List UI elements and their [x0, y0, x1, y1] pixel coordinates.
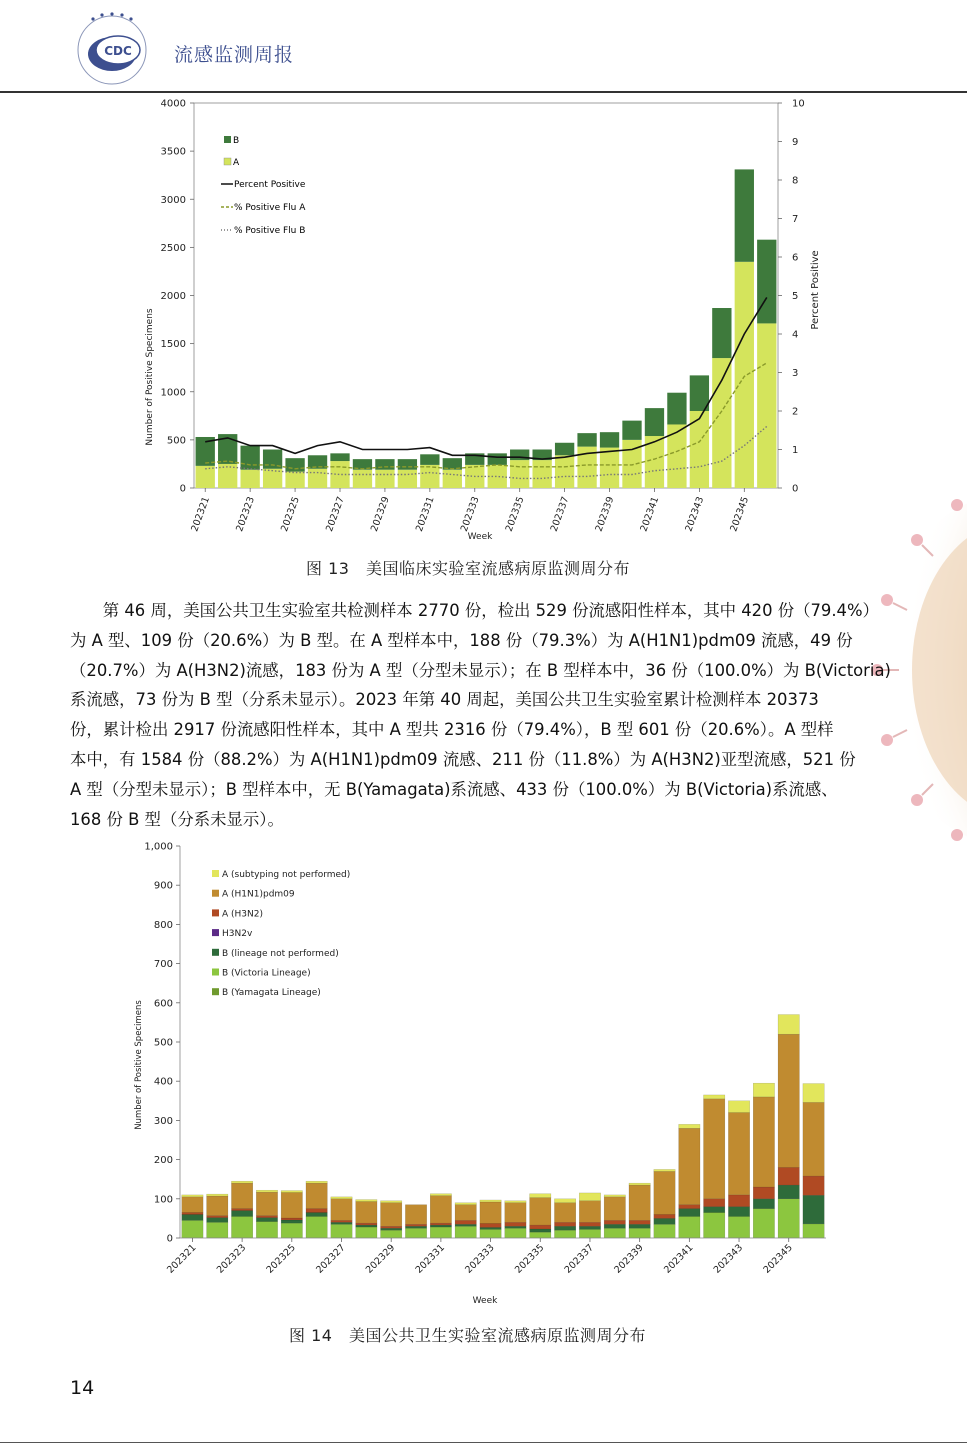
x-tick-label: 202329 — [369, 495, 392, 534]
bar-segment-5-202332 — [455, 1205, 476, 1221]
chart-legend — [212, 870, 350, 998]
x-tick-label: 202323 — [214, 1242, 249, 1276]
bar-segment-1-202324 — [256, 1222, 277, 1238]
bar-segment-1-202346 — [803, 1224, 824, 1238]
bar-segment-5-202337 — [579, 1201, 600, 1223]
legend-label-2: B (lineage not performed) — [222, 948, 339, 959]
x-tick-label: 202335 — [512, 1242, 547, 1276]
legend-swatch-0 — [212, 988, 219, 995]
x-tick-label: 202339 — [593, 495, 617, 534]
bar-segment-6-202344 — [753, 1083, 774, 1097]
x-tick-label: 202323 — [234, 495, 257, 534]
bar-segment-4-202336 — [554, 1222, 575, 1226]
bar-segment-5-202333 — [480, 1202, 501, 1224]
logo-text: CDC — [104, 44, 132, 58]
legend-label-1: B (Victoria Lineage) — [222, 968, 311, 979]
bar-segment-1-202331 — [430, 1227, 451, 1238]
bar-segment-1-202343 — [728, 1216, 749, 1238]
paragraph-line: （20.7%）为 A(H3N2)流感，183 份为 A 型（分型未显示）；在 B 型样本中，36 份（100.0%）为 B(Victoria) — [70, 660, 891, 680]
bar-segment-5-202334 — [505, 1203, 526, 1223]
bar-b-202344 — [712, 308, 731, 358]
legend-label-b: B — [233, 136, 240, 146]
bar-a-202323 — [240, 470, 259, 488]
bar-segment-5-202322 — [207, 1196, 228, 1216]
legend-label-3: H3N2v — [222, 929, 253, 940]
bar-segment-1-202326 — [306, 1216, 327, 1238]
y-axis-label: Number of Positive Specimens — [145, 308, 155, 446]
y-tick-label: 1,000 — [144, 841, 173, 853]
bar-segment-5-202346 — [803, 1102, 824, 1176]
y-tick-label: 1000 — [160, 387, 186, 399]
bar-segment-6-202326 — [306, 1181, 327, 1183]
bar-segment-2-202324 — [256, 1218, 277, 1222]
x-tick-label: 202341 — [638, 495, 662, 534]
bar-segment-5-202343 — [728, 1113, 749, 1195]
x-tick-label: 202331 — [413, 495, 437, 534]
bar-segment-5-202336 — [554, 1203, 575, 1223]
bar-segment-1-202334 — [505, 1228, 526, 1238]
figure13-chart — [0, 95, 967, 545]
bar-segment-2-202328 — [356, 1225, 377, 1227]
bar-segment-1-202339 — [629, 1228, 650, 1238]
bar-segment-1-202332 — [455, 1226, 476, 1238]
y-tick-label: 3000 — [160, 194, 186, 206]
cdc-logo-icon — [66, 6, 158, 88]
bar-a-202344 — [712, 358, 731, 488]
x-tick-label: 202333 — [463, 1242, 497, 1276]
bar-b-202337 — [555, 443, 574, 456]
bar-segment-2-202322 — [207, 1218, 228, 1223]
bar-segment-6-202331 — [430, 1194, 451, 1196]
y-tick-label: 300 — [153, 1115, 173, 1127]
bar-a-202342 — [667, 424, 686, 488]
chart-legend — [221, 136, 306, 236]
legend-label-4: A (H3N2) — [222, 909, 263, 920]
bar-segment-6-202337 — [579, 1193, 600, 1201]
bar-segment-6-202334 — [505, 1201, 526, 1203]
y2-axis-ticks — [778, 99, 805, 495]
bar-a-202327 — [330, 461, 349, 488]
bar-segment-5-202345 — [778, 1034, 799, 1167]
bar-segment-4-202334 — [505, 1222, 526, 1226]
bar-segment-6-202323 — [231, 1181, 252, 1183]
y-tick-label: 0 — [179, 483, 186, 495]
bar-b-202340 — [622, 421, 641, 440]
x-tick-label: 202337 — [548, 495, 572, 534]
y-axis-label: Number of Positive Specimens — [134, 1000, 144, 1130]
bar-segment-6-202332 — [455, 1203, 476, 1205]
bar-segment-2-202342 — [704, 1207, 725, 1213]
bar-a-202330 — [398, 470, 417, 488]
bars-group — [182, 1015, 825, 1238]
x-tick-label: 202329 — [363, 1242, 398, 1276]
x-tick-label: 202341 — [662, 1242, 696, 1276]
bar-segment-5-202327 — [331, 1199, 352, 1221]
legend-label-a: A — [233, 158, 240, 168]
legend-label-flu-b: % Positive Flu B — [234, 226, 306, 236]
bar-segment-2-202333 — [480, 1227, 501, 1229]
bar-segment-6-202346 — [803, 1084, 824, 1103]
bar-b-202334 — [488, 453, 507, 465]
legend-label-percent-positive: Percent Positive — [234, 180, 306, 190]
page-header — [0, 0, 967, 94]
bar-segment-4-202331 — [430, 1223, 451, 1225]
bar-segment-6-202345 — [778, 1015, 799, 1035]
y-tick-label: 2500 — [160, 242, 186, 254]
x-tick-label: 202321 — [189, 495, 213, 534]
bar-segment-5-202339 — [629, 1185, 650, 1220]
bar-segment-1-202328 — [356, 1227, 377, 1238]
bar-segment-1-202322 — [207, 1222, 228, 1238]
bar-segment-1-202323 — [231, 1216, 252, 1238]
x-tick-label: 202333 — [458, 495, 482, 534]
bar-a-202335 — [510, 460, 529, 488]
y2-axis-label: Percent Positive — [810, 250, 821, 330]
bar-a-202345 — [735, 262, 754, 488]
bar-segment-5-202330 — [405, 1205, 426, 1225]
bar-segment-5-202342 — [704, 1099, 725, 1199]
bar-b-202329 — [375, 459, 394, 470]
bar-segment-2-202345 — [778, 1185, 799, 1199]
bar-segment-2-202337 — [579, 1226, 600, 1229]
bar-segment-2-202323 — [231, 1211, 252, 1217]
figure14-chart — [0, 835, 967, 1315]
bar-segment-6-202325 — [281, 1191, 302, 1193]
page-number: 14 — [70, 1377, 95, 1399]
bar-b-202346 — [757, 240, 776, 324]
legend-label-5: A (H1N1)pdm09 — [222, 889, 295, 900]
bar-segment-1-202330 — [405, 1228, 426, 1238]
bar-segment-6-202324 — [256, 1190, 277, 1192]
bar-segment-6-202338 — [604, 1195, 625, 1197]
legend-swatch-4 — [212, 909, 219, 916]
y2-tick-label: 7 — [792, 214, 799, 225]
bar-b-202327 — [330, 453, 349, 461]
bar-a-202326 — [308, 469, 327, 488]
bar-segment-4-202337 — [579, 1222, 600, 1226]
bar-segment-2-202327 — [331, 1222, 352, 1224]
bar-segment-1-202344 — [753, 1209, 774, 1238]
bar-segment-1-202321 — [182, 1220, 203, 1238]
bar-segment-5-202335 — [530, 1198, 551, 1225]
x-tick-label: 202343 — [711, 1242, 746, 1276]
bar-segment-6-202336 — [554, 1199, 575, 1203]
paragraph-line: 为 A 型、109 份（20.6%）为 B 型。在 A 型样本中，188 份（79.3%）为 A(H1N1)pdm09 流感，49 份 — [70, 630, 853, 650]
x-tick-label: 202321 — [165, 1242, 199, 1276]
bar-segment-2-202326 — [306, 1213, 327, 1217]
bar-segment-2-202343 — [728, 1207, 749, 1217]
bar-segment-1-202325 — [281, 1223, 302, 1238]
y2-tick-label: 8 — [792, 175, 799, 187]
bar-segment-4-202340 — [654, 1214, 675, 1218]
legend-label-0: B (Yamagata Lineage) — [222, 988, 321, 999]
bar-a-202339 — [600, 448, 619, 488]
legend-label-6: A (subtyping not performed) — [222, 870, 351, 880]
bar-segment-4-202339 — [629, 1220, 650, 1224]
bar-segment-5-202323 — [231, 1183, 252, 1208]
bar-segment-6-202343 — [728, 1101, 749, 1113]
x-tick-label: 202337 — [562, 1242, 597, 1276]
bar-a-202329 — [375, 470, 394, 488]
bar-segment-4-202330 — [405, 1224, 426, 1226]
bar-segment-2-202334 — [505, 1226, 526, 1228]
bar-segment-4-202329 — [381, 1226, 402, 1228]
paragraph-line: 168 份 B 型（分系未显示）。 — [70, 809, 284, 829]
bar-segment-2-202332 — [455, 1224, 476, 1226]
bar-b-202341 — [645, 408, 664, 436]
bar-segment-6-202327 — [331, 1197, 352, 1199]
bar-segment-2-202335 — [530, 1229, 551, 1232]
footer-divider — [0, 1442, 967, 1443]
bar-a-202346 — [757, 323, 776, 488]
y2-tick-label: 5 — [792, 291, 799, 302]
y2-tick-label: 9 — [792, 137, 799, 148]
bar-segment-4-202333 — [480, 1223, 501, 1227]
bar-segment-6-202333 — [480, 1200, 501, 1202]
bar-segment-4-202322 — [207, 1216, 228, 1218]
x-axis-label: Week — [472, 1296, 498, 1306]
y2-tick-label: 0 — [792, 483, 799, 495]
paragraph-line: 第 46 周，美国公共卫生实验室共检测样本 2770 份，检出 529 份流感阳性样本，其中 420 份（79.4%） — [70, 601, 879, 620]
bar-segment-5-202326 — [306, 1183, 327, 1208]
y-tick-label: 800 — [153, 919, 173, 931]
bar-segment-4-202328 — [356, 1223, 377, 1225]
bar-segment-2-202346 — [803, 1195, 824, 1224]
y2-tick-label: 2 — [792, 406, 799, 418]
bar-segment-1-202340 — [654, 1224, 675, 1238]
bar-segment-4-202324 — [256, 1216, 277, 1218]
x-tick-label: 202331 — [413, 1242, 448, 1276]
y-axis-ticks — [144, 842, 180, 1245]
bar-segment-2-202329 — [381, 1228, 402, 1230]
x-tick-label: 202327 — [324, 495, 347, 534]
legend-swatch-2 — [212, 949, 219, 956]
bar-segment-2-202325 — [281, 1220, 302, 1223]
body-paragraph — [70, 596, 894, 834]
bar-segment-5-202328 — [356, 1202, 377, 1224]
bars-group — [196, 169, 777, 488]
bar-segment-1-202338 — [604, 1228, 625, 1238]
bar-segment-6-202339 — [629, 1183, 650, 1185]
bar-segment-4-202341 — [679, 1205, 700, 1209]
bar-segment-1-202335 — [530, 1232, 551, 1238]
bar-segment-4-202326 — [306, 1209, 327, 1213]
paragraph-line: 份，累计检出 2917 份流感阳性样本，其中 A 型共 2316 份（79.4%），B 型 601 份（20.6%）。A 型样 — [70, 720, 834, 740]
bar-segment-1-202337 — [579, 1229, 600, 1238]
bar-segment-4-202327 — [331, 1220, 352, 1222]
y-tick-label: 1500 — [160, 339, 186, 351]
bar-b-202338 — [577, 433, 596, 446]
y-axis-ticks — [161, 99, 194, 495]
bar-segment-6-202341 — [679, 1124, 700, 1128]
bar-segment-5-202324 — [256, 1192, 277, 1216]
y2-tick-label: 10 — [792, 98, 805, 110]
bar-a-202321 — [196, 466, 215, 488]
x-tick-label: 202339 — [612, 1242, 646, 1276]
paragraph-line: 本中，有 1584 份（88.2%）为 A(H1N1)pdm09 流感、211 份（11.8%）为 A(H3N2)亚型流感，521 份 — [70, 749, 856, 769]
bar-a-202325 — [285, 472, 304, 488]
x-axis-ticks — [189, 488, 751, 533]
bar-segment-1-202342 — [704, 1213, 725, 1238]
bar-segment-1-202336 — [554, 1230, 575, 1238]
legend-swatch-b — [224, 136, 231, 143]
bar-b-202345 — [735, 169, 754, 261]
x-tick-label: 202343 — [683, 495, 707, 534]
bar-segment-6-202328 — [356, 1200, 377, 1202]
x-tick-label: 202335 — [503, 495, 527, 534]
header-divider — [0, 91, 967, 93]
x-tick-label: 202345 — [761, 1242, 795, 1276]
x-tick-label: 202325 — [279, 495, 302, 534]
legend-swatch-3 — [212, 929, 219, 936]
bar-segment-6-202342 — [704, 1095, 725, 1099]
bar-segment-6-202340 — [654, 1169, 675, 1171]
y-tick-label: 400 — [153, 1076, 173, 1088]
bar-segment-4-202338 — [604, 1220, 625, 1224]
legend-swatch-1 — [212, 969, 219, 976]
x-tick-label: 202325 — [264, 1242, 298, 1276]
bar-segment-5-202321 — [182, 1197, 203, 1213]
bar-segment-1-202329 — [381, 1230, 402, 1238]
y-tick-label: 500 — [166, 435, 186, 447]
header-title: 流感监测周报 — [174, 44, 295, 66]
bar-b-202325 — [285, 458, 304, 471]
y-tick-label: 200 — [153, 1155, 173, 1167]
x-axis-ticks — [165, 1238, 795, 1276]
x-axis-label: Week — [467, 532, 493, 542]
bar-b-202323 — [240, 446, 259, 470]
bar-b-202339 — [600, 432, 619, 447]
bar-segment-1-202341 — [679, 1216, 700, 1238]
bar-a-202328 — [353, 470, 372, 488]
bar-a-202332 — [443, 470, 462, 488]
bar-segment-6-202321 — [182, 1195, 203, 1197]
bar-segment-6-202335 — [530, 1194, 551, 1198]
bar-b-202331 — [420, 454, 439, 465]
bar-segment-4-202342 — [704, 1199, 725, 1207]
bar-a-202337 — [555, 455, 574, 488]
bar-segment-4-202332 — [455, 1220, 476, 1224]
y2-tick-label: 1 — [792, 445, 799, 456]
y-tick-label: 100 — [153, 1194, 173, 1206]
bar-segment-2-202336 — [554, 1226, 575, 1230]
bar-segment-5-202325 — [281, 1193, 302, 1218]
y-tick-label: 500 — [153, 1037, 173, 1049]
figure14-caption: 图 14 美国公共卫生实验室流感病原监测周分布 — [289, 1326, 646, 1345]
bar-segment-6-202329 — [381, 1201, 402, 1203]
y2-tick-label: 6 — [792, 252, 799, 264]
bar-segment-2-202339 — [629, 1224, 650, 1228]
bar-segment-1-202327 — [331, 1224, 352, 1238]
y2-tick-label: 3 — [792, 368, 799, 379]
bar-segment-2-202330 — [405, 1226, 426, 1228]
y-tick-label: 900 — [153, 880, 173, 892]
bar-segment-5-202344 — [753, 1097, 774, 1187]
bar-b-202330 — [398, 459, 417, 470]
bar-segment-2-202344 — [753, 1199, 774, 1209]
bar-segment-5-202340 — [654, 1171, 675, 1214]
paragraph-line: A 型（分型未显示）；B 型样本中，无 B(Yamagata)系流感、433 份（100.0%）为 B(Victoria)系流感、 — [70, 779, 838, 799]
y2-tick-label: 4 — [792, 329, 799, 341]
bar-segment-4-202325 — [281, 1218, 302, 1220]
legend-label-flu-a: % Positive Flu A — [234, 203, 306, 213]
bar-segment-2-202340 — [654, 1218, 675, 1224]
bar-segment-5-202329 — [381, 1203, 402, 1227]
bar-a-202336 — [532, 460, 551, 488]
bar-segment-2-202338 — [604, 1224, 625, 1228]
y-tick-label: 700 — [153, 959, 173, 971]
bar-segment-6-202322 — [207, 1194, 228, 1196]
bar-segment-4-202343 — [728, 1195, 749, 1207]
bar-segment-5-202338 — [604, 1197, 625, 1221]
bar-segment-4-202345 — [778, 1167, 799, 1185]
legend-swatch-5 — [212, 890, 219, 897]
bar-segment-4-202321 — [182, 1213, 203, 1215]
bar-segment-5-202341 — [679, 1128, 700, 1204]
bar-a-202334 — [488, 465, 507, 488]
legend-swatch-a — [224, 158, 231, 165]
figure13-caption: 图 13 美国临床实验室流感病原监测周分布 — [306, 559, 630, 578]
y-tick-label: 3500 — [160, 146, 186, 158]
bar-segment-1-202345 — [778, 1199, 799, 1238]
bar-segment-2-202321 — [182, 1214, 203, 1220]
bar-segment-5-202331 — [430, 1196, 451, 1223]
paragraph-line: 系流感，73 份为 B 型（分系未显示）。2023 年第 40 周起，美国公共卫生实验室累计检测样本 20373 — [70, 690, 819, 710]
bar-segment-4-202344 — [753, 1187, 774, 1199]
y-tick-label: 0 — [166, 1233, 173, 1245]
bar-segment-4-202346 — [803, 1176, 824, 1195]
bar-segment-4-202323 — [231, 1209, 252, 1211]
legend-swatch-6 — [212, 870, 219, 877]
y-tick-label: 4000 — [160, 98, 186, 110]
bar-b-202342 — [667, 393, 686, 425]
bar-b-202326 — [308, 455, 327, 468]
x-tick-label: 202345 — [728, 495, 752, 534]
bar-segment-2-202341 — [679, 1209, 700, 1217]
y-tick-label: 2000 — [160, 291, 186, 302]
y-tick-label: 600 — [153, 998, 173, 1010]
bar-a-202331 — [420, 465, 439, 488]
bar-segment-1-202333 — [480, 1229, 501, 1238]
x-tick-label: 202327 — [314, 1242, 348, 1276]
bar-segment-4-202335 — [530, 1225, 551, 1229]
bar-segment-2-202331 — [430, 1225, 451, 1227]
